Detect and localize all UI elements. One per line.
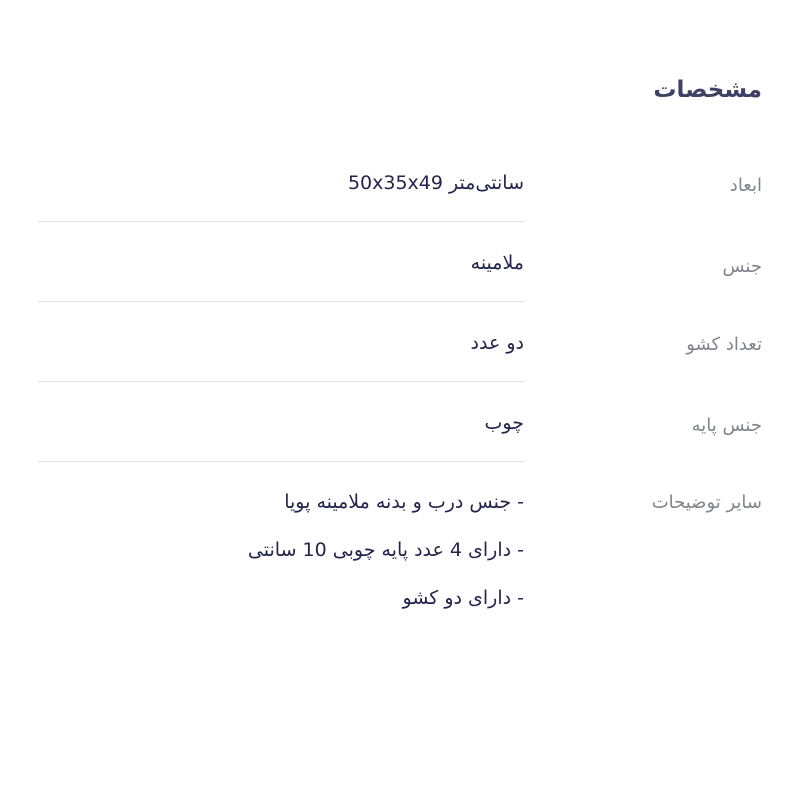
description-list (38, 478, 524, 622)
spec-label-drawer-count: تعداد کشو (686, 334, 762, 355)
spec-value-container (38, 168, 524, 222)
spec-value-container (38, 408, 524, 462)
section-title: مشخصات (653, 77, 762, 103)
spec-value-drawer-count: دو عدد (470, 332, 524, 354)
spec-label-material: جنس (722, 256, 762, 277)
spec-value-leg-material: چوب (484, 412, 524, 434)
description-line: - دارای دو کشو (402, 587, 524, 609)
spec-value-dimensions: سانتی‌متر 50x35x49 (347, 172, 524, 194)
spec-value-container (38, 328, 524, 382)
description-line: - جنس درب و بدنه ملامینه پویا (284, 491, 524, 513)
spec-label-other-descriptions: سایر توضیحات (651, 492, 762, 513)
spec-value-material: ملامینه (470, 252, 524, 274)
description-line: - دارای 4 عدد پایه چوبی 10 سانتی (247, 539, 524, 561)
spec-value-container (38, 248, 524, 302)
spec-label-leg-material: جنس پایه (691, 415, 762, 436)
spec-label-dimensions: ابعاد (729, 175, 762, 196)
